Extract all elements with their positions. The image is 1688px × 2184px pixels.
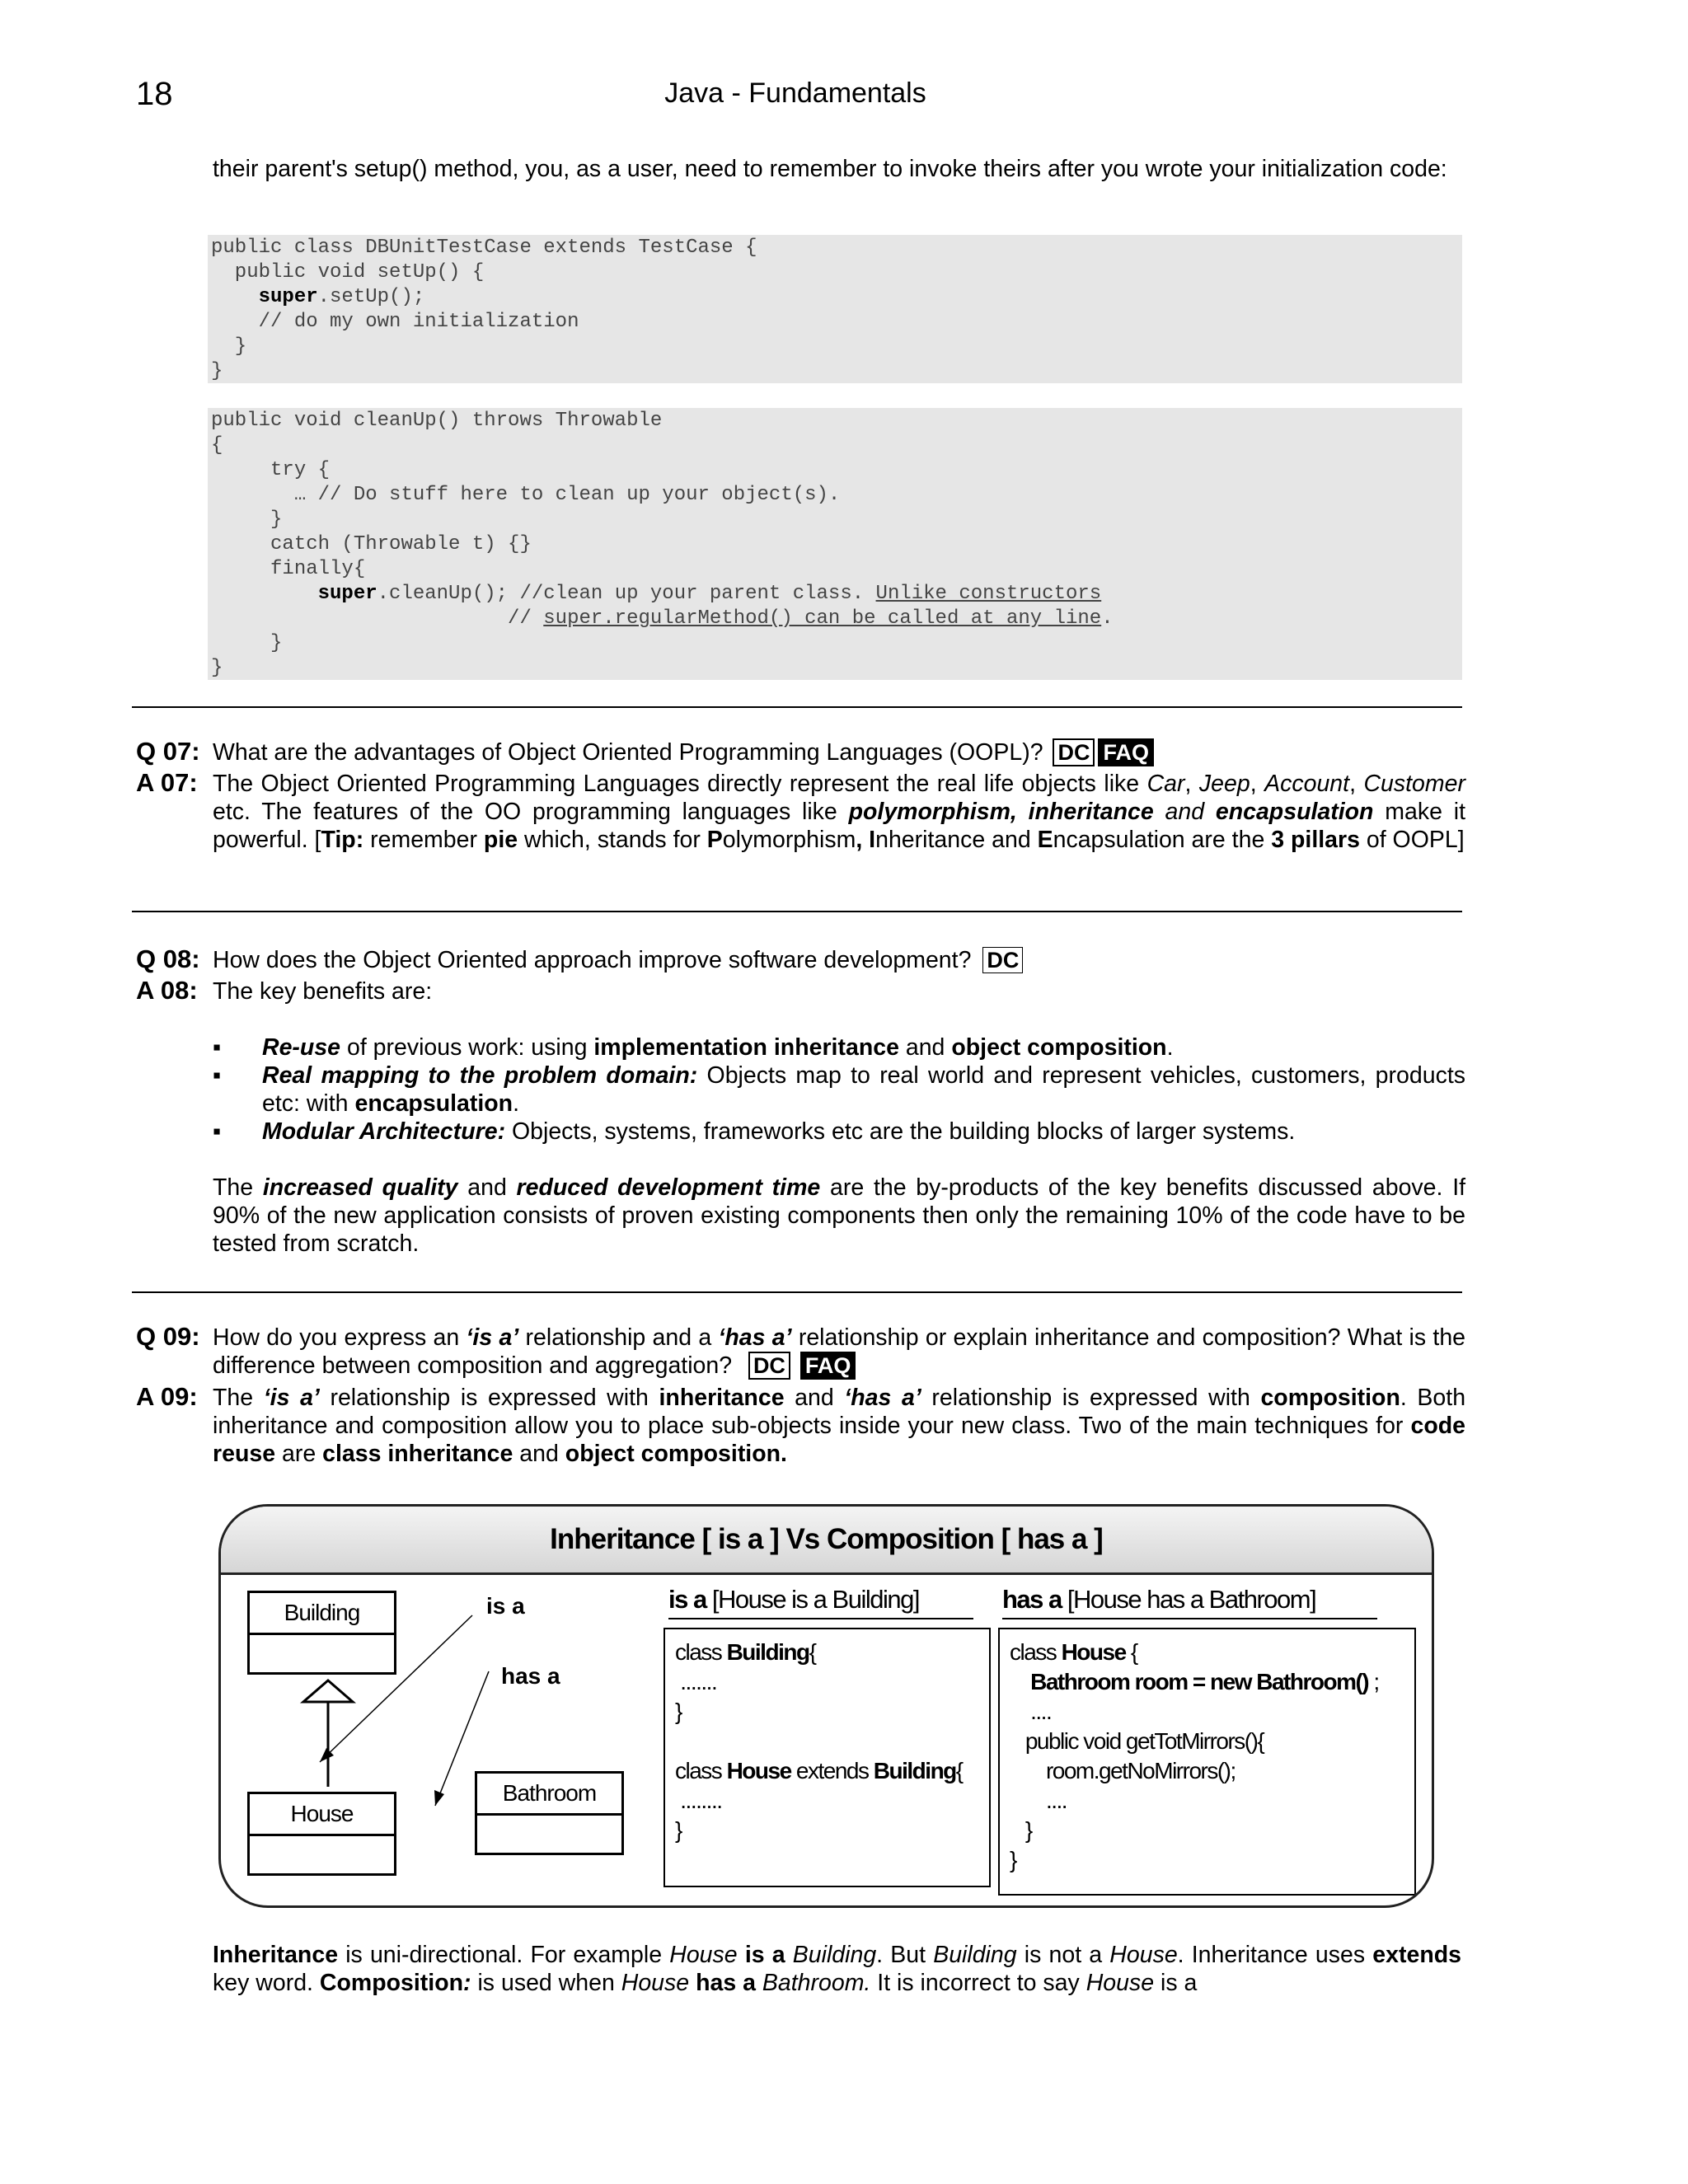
section-divider: [132, 706, 1462, 708]
has-a-label: has a: [501, 1663, 560, 1689]
faq-badge: FAQ: [1098, 738, 1154, 766]
q08-summary: The increased quality and reduced development time are the by-products of the key benefits discussed above. If 90% of the new application consists of proven existing components then only the remaining 10% of the code have to be tested from scratch.: [213, 1174, 1466, 1257]
q09-question: How do you express an ‘is a’ relationship and a ‘has a’ relationship or explain inheritance and composition? What is the difference between composition and aggregation? DC FAQ: [213, 1324, 1466, 1379]
faq-badge: FAQ: [800, 1352, 856, 1380]
dc-badge: DC: [1053, 738, 1095, 766]
diagram-title: Inheritance [ is a ] Vs Composition [ has a ]: [221, 1507, 1432, 1575]
code-line: }: [211, 335, 247, 358]
q08-question: How does the Object Oriented approach improve software development? DC: [213, 946, 1465, 974]
is-a-column-heading: is a [House is a Building]: [668, 1585, 973, 1619]
q07-block: [136, 738, 1463, 890]
a07-answer: The Object Oriented Programming Languages directly represent the real life objects like Car, Jeep, Account, Customer etc. The features of the OO programming languages like polymorphism, inheritance and encapsulation make it powerful. [Tip: remember pie which, stands for Polymorphism, Inheritance and Encapsulation are the 3 pillars of OOPL]: [213, 771, 1465, 853]
q09-block: [136, 1322, 1466, 1488]
inheritance-code-box: class Building{ ....... } class House extends Building{ ........ }: [663, 1628, 991, 1887]
code-line: }: [211, 509, 283, 531]
page-number: 18: [136, 76, 173, 112]
dc-badge: DC: [982, 947, 1023, 973]
section-divider: [132, 911, 1462, 912]
code-block-cleanup: public void cleanUp() throws Throwable { try { … // Do stuff here to clean up your object(s). } catch (Throwable t) {} finally{ super.cleanUp(); //clean up your parent class. Unlike constructors // super.regularMethod() can be called at any line. } }: [208, 408, 1462, 680]
code-comment: //: [211, 607, 544, 630]
code-keyword: super: [258, 286, 318, 308]
code-line: finally{: [211, 558, 366, 580]
code-line: }: [211, 632, 283, 654]
code-line: catch (Throwable t) {}: [211, 533, 532, 555]
code-comment: .cleanUp(); //clean up your parent class.: [377, 583, 876, 605]
code-line: public class DBUnitTestCase extends TestCase {: [211, 237, 757, 259]
a08-answer: The key benefits are: ▪ Re-use of previous work: using implementation inheritance and object composition. ▪ Real mapping to the problem domain: Objects map to real world and represent vehicles, customers, products etc: with encapsulation. ▪ Modular Architecture: Objects, systems, frameworks etc are the building blocks of larger systems. The increased quality and reduced development time are the by-products of the key benefits discussed above. If 90% of the new application consists of proven existing components then only the remaining 10% of the code have to be tested from scratch.: [213, 977, 1465, 1258]
code-line: {: [211, 434, 223, 457]
q08-label: Q 08:: [136, 944, 200, 973]
section-divider: [132, 1291, 1462, 1293]
a09-answer: The ‘is a’ relationship is expressed with inheritance and ‘has a’ relationship is expressed with composition. Both inheritance and composition allow you to place sub-objects inside your new class. Two of the main techniques for code reuse are class inheritance and object composition.: [213, 1385, 1466, 1467]
intro-paragraph: their parent's setup() method, you, as a user, need to remember to invoke theirs after you wrote your initialization code:: [213, 156, 1447, 182]
code-line: }: [211, 657, 223, 679]
code-line: public void cleanUp() throws Throwable: [211, 410, 663, 432]
code-comment: … // Do stuff here to clean up your object(s).: [211, 484, 841, 506]
code-block-setup: [208, 235, 1462, 383]
uml-class-bathroom: Bathroom: [475, 1771, 624, 1855]
code-comment: // do my own initialization: [211, 311, 579, 333]
q07-label: Q 07:: [136, 737, 200, 766]
list-item: ▪ Modular Architecture: Objects, systems, frameworks etc are the building blocks of larger systems.: [213, 1118, 1465, 1146]
q07-question: What are the advantages of Object Oriented Programming Languages (OOPL)? DC FAQ: [213, 738, 1465, 766]
closing-paragraph: Inheritance is uni-directional. For example House is a Building. But Building is not a House. Inheritance uses extends key word. Composition: is used when House has a Bathroom. It is incorrect to say House is a: [213, 1942, 1461, 1996]
q08-block: [136, 944, 1466, 1275]
code-line: public void setUp() {: [211, 261, 485, 284]
code-underlined: super.regularMethod() can be called at any line: [543, 607, 1102, 630]
benefits-list: [213, 1033, 1465, 1146]
uml-class-building: Building: [247, 1591, 396, 1675]
code-line: try {: [211, 459, 331, 481]
running-header: Java - Fundamentals: [664, 77, 926, 109]
is-a-label: is a: [486, 1593, 525, 1619]
a07-label: A 07:: [136, 768, 198, 797]
composition-code-box: class House { Bathroom room = new Bathroom() ; .... public void getTotMirrors(){ room.getNoMirrors(); .... } }: [998, 1628, 1416, 1896]
uml-class-house: House: [247, 1792, 396, 1876]
a09-label: A 09:: [136, 1382, 198, 1411]
list-item: ▪ Re-use of previous work: using implementation inheritance and object composition.: [213, 1033, 1465, 1062]
inheritance-composition-diagram: [218, 1504, 1434, 1908]
dc-badge: DC: [748, 1352, 790, 1380]
a08-label: A 08:: [136, 976, 198, 1005]
has-a-column-heading: has a [House has a Bathroom]: [1002, 1585, 1377, 1619]
code-keyword: super: [317, 583, 377, 605]
code-underlined: Unlike constructors: [875, 583, 1102, 605]
code-line: .setUp();: [317, 286, 425, 308]
q09-label: Q 09:: [136, 1322, 200, 1351]
code-line: }: [211, 360, 223, 382]
list-item: ▪ Real mapping to the problem domain: Objects map to real world and represent vehicles, customers, products etc: with encapsulation.: [213, 1062, 1465, 1118]
